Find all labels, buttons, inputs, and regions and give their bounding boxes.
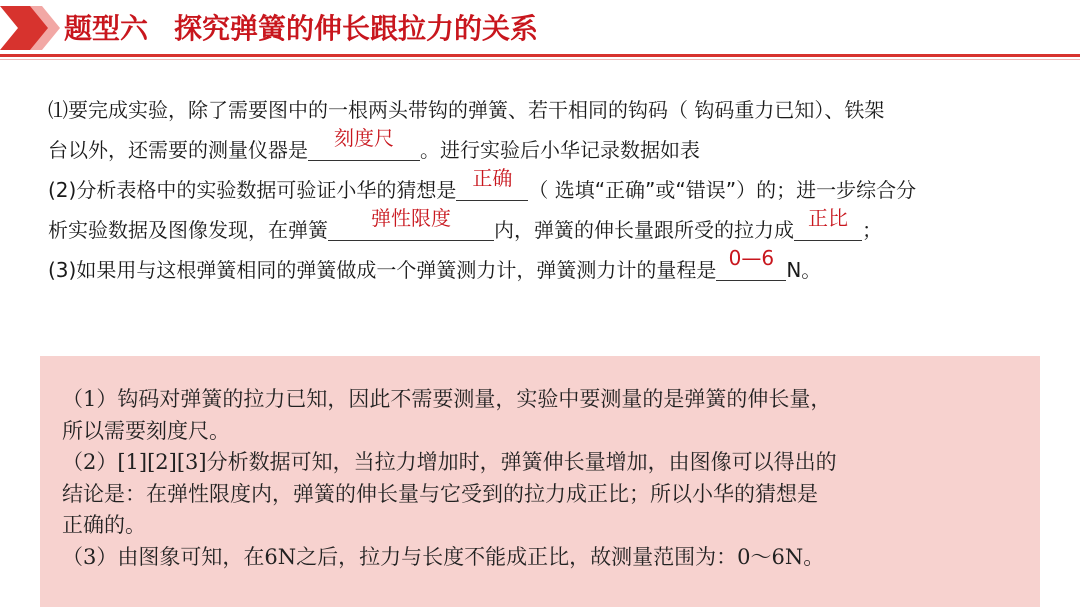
answer-blank (328, 206, 494, 241)
explanation-line: 正确的。 (62, 513, 146, 537)
q1-text-3: 。进行实验后小华记录数据如表 (420, 138, 700, 162)
chevron-icon (0, 2, 62, 54)
explanation-line: （3）由图象可知，在6N之后，拉力与长度不能成正比，故测量范围为：0～6N。 (62, 544, 825, 569)
explanation-line: （2）[1][2][3]分析数据可知，当拉力增加时，弹簧伸长量增加，由图像可以得出的 (62, 450, 837, 474)
header-bar (0, 0, 1080, 58)
answer-blank (308, 126, 420, 161)
question-block (48, 90, 1048, 290)
page-title (64, 8, 538, 50)
q2-text-1: (2)分析表格中的实验数据可验证小华的猜想是 (48, 178, 457, 202)
q1-text-1: ⑴要完成实验，除了需要图中的一根两头带钩的弹簧、若干相同的钩码（ 钩码重力已知）、铁架 (48, 98, 885, 122)
header-divider (0, 54, 1080, 57)
q2-text-5: ； (862, 218, 882, 242)
question-line (48, 90, 1048, 130)
answer-q1: 刻度尺 (334, 126, 394, 150)
answer-blank (456, 166, 528, 201)
question-line (48, 206, 1048, 250)
q3-text-1: (3)如果用与这根弹簧相同的弹簧做成一个弹簧测力计，弹簧测力计的量程是 (48, 258, 717, 282)
answer-q2a: 正确 (472, 166, 513, 190)
question-line (48, 166, 1048, 210)
q2-text-2: （ 选填“正确”或“错误”）的；进一步综合分 (528, 178, 917, 202)
title-tag: 题型六 (64, 12, 149, 45)
answer-blank (716, 246, 786, 281)
explanation-line: 所以需要刻度尺。 (62, 418, 230, 443)
q3-text-2: N。 (786, 258, 822, 282)
q2-text-4: 内，弹簧的伸长量跟所受的拉力成 (494, 218, 794, 242)
answer-q2b: 弹性限度 (371, 206, 451, 230)
answer-q2c: 正比 (808, 206, 848, 230)
q1-text-2: 台以外，还需要的测量仪器是 (48, 138, 308, 162)
answer-blank (794, 206, 862, 241)
answer-q3: 0—6 (728, 246, 775, 270)
explanation-text (62, 384, 1022, 573)
q2-text-3: 析实验数据及图像发现，在弹簧 (48, 218, 328, 242)
header-divider-thin (0, 59, 1080, 60)
title-text: 探究弹簧的伸长跟拉力的关系 (174, 12, 539, 45)
question-line (48, 246, 1048, 290)
explanation-line: 结论是：在弹性限度内，弹簧的伸长量与它受到的拉力成正比；所以小华的猜想是 (62, 481, 818, 506)
explanation-line: （1）钩码对弹簧的拉力已知，因此不需要测量，实验中要测量的是弹簧的伸长量， (62, 387, 832, 411)
question-line (48, 126, 1048, 170)
